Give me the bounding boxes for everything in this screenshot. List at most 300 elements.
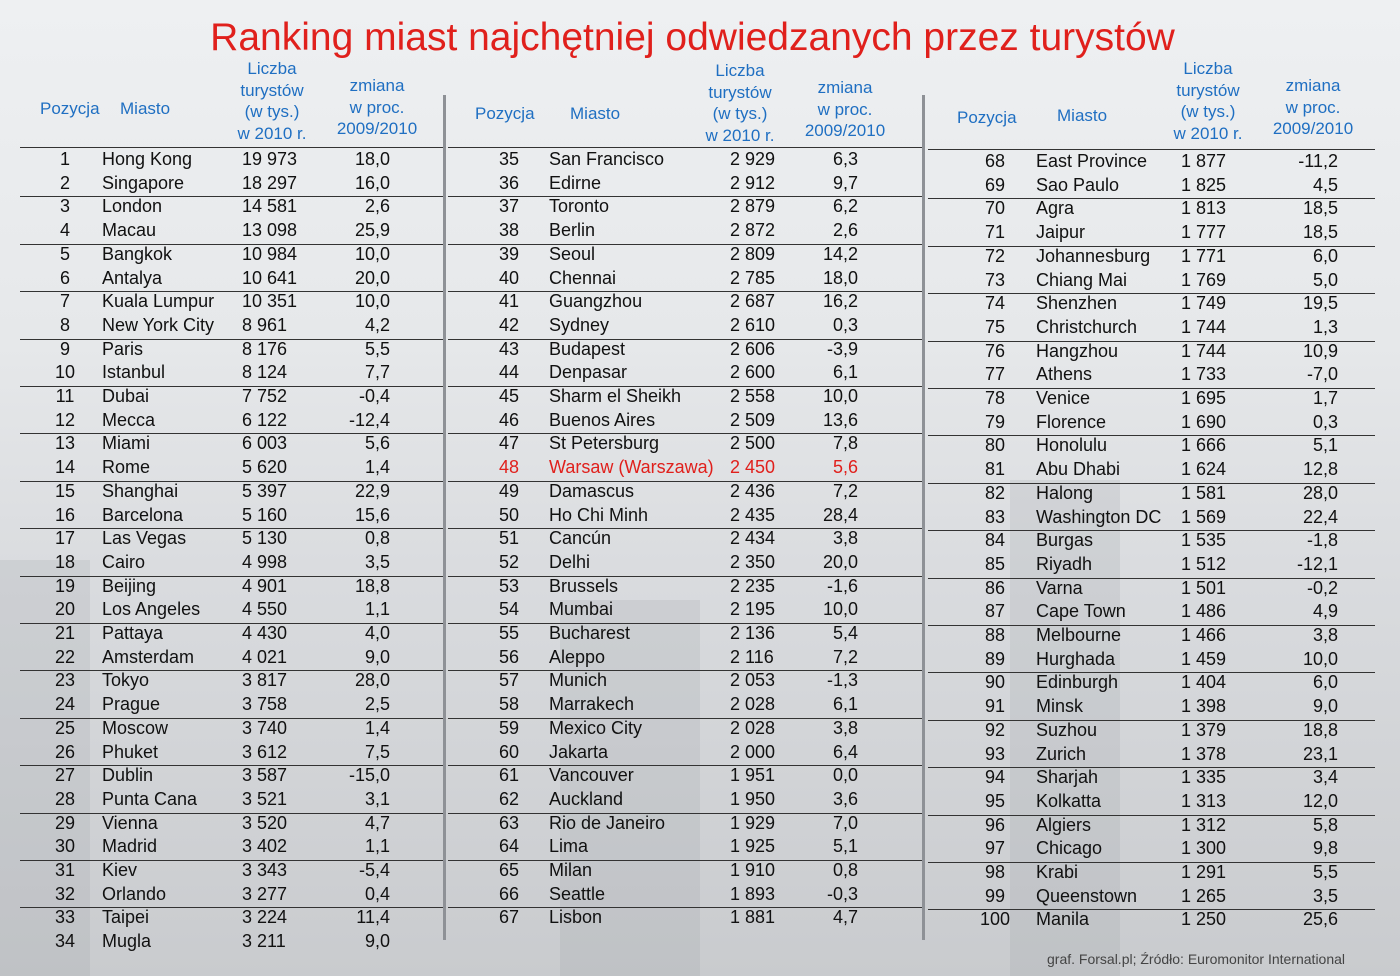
- table-row: [0, 221, 1400, 244]
- table-row: [0, 197, 1400, 220]
- table-row: [0, 814, 1400, 837]
- row-change: 5,5: [1312, 862, 1338, 882]
- header-change-line: w proc.: [817, 99, 873, 119]
- table-row: [0, 885, 1400, 908]
- row-position: 12: [54, 409, 76, 430]
- row-visitors: 1 695: [1181, 388, 1227, 408]
- row-position: 59: [498, 717, 520, 738]
- table-row: [0, 150, 1400, 173]
- header-change: [327, 75, 427, 140]
- table-row: [0, 458, 1400, 481]
- row-city: Munich: [549, 670, 608, 691]
- row-visitors: 2 879: [730, 196, 776, 217]
- row-city: Hong Kong: [102, 149, 193, 169]
- row-visitors: 2 450: [730, 457, 776, 478]
- row-city: Vienna: [102, 812, 158, 833]
- row-change: -0,2: [1306, 577, 1338, 598]
- table-row: [0, 577, 1400, 600]
- row-visitors: 1 459: [1181, 648, 1227, 669]
- row-city: Hurghada: [1036, 648, 1116, 669]
- header-visitors-line: Liczba: [715, 61, 765, 80]
- row-change: -15,0: [348, 765, 390, 786]
- row-city: Sharm el Sheikh: [549, 386, 682, 406]
- row-visitors: 1 312: [1181, 814, 1227, 835]
- table-row: [0, 719, 1400, 742]
- row-city: Kolkatta: [1036, 790, 1102, 811]
- row-city: London: [102, 196, 163, 217]
- row-position: 61: [498, 765, 520, 786]
- row-visitors: 2 610: [730, 314, 776, 335]
- row-position: 44: [498, 362, 520, 383]
- row-visitors: 2 912: [730, 172, 776, 193]
- row-visitors: 2 929: [730, 149, 776, 169]
- table-row: [0, 600, 1400, 623]
- row-position: 99: [984, 885, 1006, 906]
- row-visitors: 2 350: [730, 551, 776, 572]
- row-position: 93: [984, 743, 1006, 764]
- row-position: 54: [498, 599, 520, 620]
- row-position: 78: [984, 388, 1006, 408]
- header-change: [795, 77, 895, 142]
- header-visitors: [227, 58, 317, 144]
- row-change: 18,5: [1302, 198, 1338, 219]
- row-position: 56: [498, 646, 520, 667]
- row-change: 5,4: [832, 623, 858, 643]
- row-change: 23,1: [1302, 743, 1338, 764]
- row-city: Agra: [1036, 198, 1075, 219]
- row-position: 19: [54, 575, 76, 596]
- row-position: 10: [54, 362, 76, 383]
- header-visitors-line: w 2010 r.: [705, 125, 775, 145]
- table-row: [0, 790, 1400, 813]
- row-city: New York City: [102, 314, 215, 335]
- row-position: 5: [59, 243, 70, 264]
- row-change: -0,4: [358, 386, 390, 406]
- row-position: 69: [984, 174, 1006, 195]
- header-visitors-line: (w tys.): [712, 104, 768, 123]
- row-visitors: 1 398: [1181, 696, 1227, 717]
- row-visitors: 1 777: [1181, 222, 1227, 243]
- row-city: Berlin: [549, 220, 596, 241]
- row-city: Marrakech: [549, 694, 635, 715]
- row-change: 0,4: [364, 883, 390, 904]
- row-visitors: 5 130: [242, 528, 288, 549]
- row-change: 18,8: [354, 575, 390, 596]
- row-position: 65: [498, 860, 520, 880]
- row-change: 2,6: [832, 220, 858, 241]
- row-visitors: 1 404: [1181, 672, 1227, 693]
- row-change: 1,1: [364, 599, 390, 620]
- row-city: Jaipur: [1036, 222, 1086, 243]
- row-change: -12,4: [348, 409, 390, 430]
- row-city: Denpasar: [549, 362, 628, 383]
- row-change: 0,3: [832, 314, 858, 335]
- row-position: 74: [984, 293, 1006, 314]
- header-position: Pozycja: [40, 99, 100, 118]
- row-change: 18,8: [1302, 719, 1338, 740]
- row-position: 16: [54, 504, 76, 525]
- row-position: 37: [498, 196, 520, 217]
- row-position: 29: [54, 812, 76, 833]
- row-change: 6,2: [832, 196, 858, 217]
- row-position: 14: [54, 457, 76, 478]
- row-position: 92: [984, 719, 1006, 740]
- row-city: Moscow: [102, 717, 169, 738]
- header-change-line: w proc.: [1285, 97, 1341, 117]
- row-visitors: 1 291: [1181, 862, 1227, 882]
- header-city: Miasto: [1057, 106, 1108, 125]
- table-row: [0, 837, 1400, 860]
- row-position: 41: [498, 291, 520, 312]
- row-position: 98: [984, 862, 1006, 882]
- row-city: Buenos Aires: [549, 409, 656, 430]
- row-city: Burgas: [1036, 530, 1094, 551]
- row-visitors: 6 003: [242, 433, 288, 454]
- table-row: [0, 908, 1400, 931]
- row-change: 18,5: [1302, 222, 1338, 243]
- row-position: 21: [54, 623, 76, 643]
- row-visitors: 1 877: [1181, 151, 1227, 171]
- row-change: -0,3: [826, 883, 858, 904]
- row-change: 6,1: [832, 694, 858, 715]
- row-city: Vancouver: [549, 765, 634, 786]
- row-city: Jakarta: [549, 741, 609, 762]
- row-visitors: 2 435: [730, 504, 776, 525]
- row-visitors: 3 612: [242, 741, 288, 762]
- header-visitors-line: Liczba: [247, 59, 297, 78]
- table-row: [0, 363, 1400, 386]
- row-visitors: 3 224: [242, 907, 288, 928]
- row-city: Riyadh: [1036, 553, 1093, 574]
- row-visitors: 3 817: [242, 670, 288, 691]
- header-position: Pozycja: [957, 108, 1017, 127]
- row-city: Kuala Lumpur: [102, 291, 215, 312]
- row-position: 52: [498, 551, 520, 572]
- table-row: [0, 245, 1400, 268]
- row-city: Sharjah: [1036, 767, 1099, 788]
- header-change-line: 2009/2010: [804, 121, 886, 140]
- row-change: 10,0: [822, 599, 858, 620]
- row-visitors: 14 581: [242, 196, 298, 217]
- row-visitors: 6 122: [242, 409, 288, 430]
- row-visitors: 5 160: [242, 504, 288, 525]
- row-visitors: 1 690: [1181, 411, 1227, 432]
- row-visitors: 1 825: [1181, 174, 1227, 195]
- row-change: 5,5: [364, 338, 390, 359]
- row-position: 23: [54, 670, 76, 691]
- row-visitors: 13 098: [242, 220, 298, 241]
- row-city: Cancún: [549, 528, 612, 549]
- row-city: Istanbul: [102, 362, 166, 383]
- table-row: [0, 316, 1400, 339]
- row-visitors: 10 351: [242, 291, 298, 312]
- table-row: [0, 743, 1400, 766]
- row-change: 3,8: [1312, 625, 1338, 645]
- row-position: 88: [984, 625, 1006, 645]
- row-visitors: 1 733: [1181, 364, 1227, 385]
- row-city: Damascus: [549, 480, 635, 501]
- row-change: 6,0: [1312, 245, 1338, 266]
- row-city: Madrid: [102, 836, 158, 857]
- row-city: St Petersburg: [549, 433, 660, 454]
- row-city: Lisbon: [549, 907, 603, 928]
- row-change: 1,4: [364, 457, 390, 478]
- row-visitors: 3 520: [242, 812, 288, 833]
- table-row: [0, 624, 1400, 647]
- row-position: 30: [54, 836, 76, 857]
- row-city: Manila: [1036, 909, 1090, 930]
- row-city: Aleppo: [549, 646, 606, 667]
- table-row: [0, 766, 1400, 789]
- row-visitors: 1 581: [1181, 482, 1227, 503]
- row-visitors: 7 752: [242, 386, 288, 406]
- row-position: 43: [498, 338, 520, 359]
- row-position: 80: [984, 435, 1006, 456]
- row-change: 20,0: [822, 551, 858, 572]
- row-change: 5,1: [1312, 435, 1338, 456]
- row-position: 8: [59, 314, 70, 335]
- row-change: 10,0: [822, 386, 858, 406]
- row-change: 15,6: [354, 504, 390, 525]
- row-position: 51: [498, 528, 520, 549]
- row-change: -12,1: [1296, 553, 1338, 574]
- header-visitors-line: turystów: [708, 82, 772, 102]
- row-position: 36: [498, 172, 520, 193]
- page-title: Ranking miast najchętniej odwiedzanych przez turystów: [210, 16, 1175, 59]
- row-visitors: 18 297: [242, 172, 298, 193]
- row-visitors: 4 901: [242, 575, 288, 596]
- row-change: 25,9: [354, 220, 390, 241]
- row-city: Abu Dhabi: [1036, 459, 1121, 480]
- row-visitors: 3 343: [242, 860, 288, 880]
- row-change: 9,7: [832, 172, 858, 193]
- row-visitors: 3 758: [242, 694, 288, 715]
- row-visitors: 4 998: [242, 551, 288, 572]
- row-position: 62: [498, 788, 520, 809]
- row-change: 2,6: [364, 196, 390, 217]
- row-position: 71: [984, 222, 1006, 243]
- row-visitors: 1 569: [1181, 506, 1227, 527]
- row-change: 13,6: [822, 409, 858, 430]
- table-row: [0, 411, 1400, 434]
- row-city: Christchurch: [1036, 316, 1138, 337]
- row-city: Mexico City: [549, 717, 643, 738]
- row-position: 66: [498, 883, 520, 904]
- row-change: 22,9: [354, 480, 390, 501]
- row-position: 39: [498, 243, 520, 264]
- row-change: 5,8: [1312, 814, 1338, 835]
- row-change: 0,8: [832, 860, 858, 880]
- row-position: 89: [984, 648, 1006, 669]
- row-city: Pattaya: [102, 623, 164, 643]
- header-position: Pozycja: [475, 104, 535, 123]
- row-position: 26: [54, 741, 76, 762]
- row-visitors: 10 984: [242, 243, 298, 264]
- row-change: 14,2: [822, 243, 858, 264]
- row-position: 22: [54, 646, 76, 667]
- row-city: Budapest: [549, 338, 626, 359]
- row-change: 3,5: [1312, 885, 1338, 906]
- row-position: 2: [59, 172, 70, 193]
- row-visitors: 5 397: [242, 480, 288, 501]
- header-visitors: [1163, 58, 1253, 144]
- row-city: Toronto: [549, 196, 610, 217]
- row-city: Punta Cana: [102, 788, 198, 809]
- row-city: Mecca: [102, 409, 156, 430]
- row-visitors: 1 925: [730, 836, 776, 857]
- row-change: 3,1: [364, 788, 390, 809]
- row-visitors: 1 378: [1181, 743, 1227, 764]
- row-position: 86: [984, 577, 1006, 598]
- row-city: Las Vegas: [102, 528, 187, 549]
- row-change: 10,0: [354, 291, 390, 312]
- row-change: 18,0: [354, 149, 390, 169]
- row-change: 9,0: [1312, 696, 1338, 717]
- row-position: 91: [984, 696, 1006, 717]
- row-city: Miami: [102, 433, 150, 454]
- row-position: 17: [54, 528, 76, 549]
- header-change-line: 2009/2010: [336, 119, 418, 138]
- table-row: [0, 695, 1400, 718]
- row-visitors: 1 486: [1181, 601, 1227, 622]
- row-city: Auckland: [549, 788, 624, 809]
- row-position: 25: [54, 717, 76, 738]
- row-visitors: 1 250: [1181, 909, 1227, 930]
- row-visitors: 2 053: [730, 670, 776, 691]
- row-city: Brussels: [549, 575, 619, 596]
- row-change: 0,8: [364, 528, 390, 549]
- row-visitors: 2 434: [730, 528, 776, 549]
- row-change: 6,3: [832, 149, 858, 169]
- row-visitors: 2 136: [730, 623, 776, 643]
- row-city: Guangzhou: [549, 291, 643, 312]
- row-city: Amsterdam: [102, 646, 195, 667]
- row-city: Melbourne: [1036, 625, 1122, 645]
- row-position: 63: [498, 812, 520, 833]
- row-city: Chennai: [549, 267, 617, 288]
- row-position: 83: [984, 506, 1006, 527]
- row-city: Beijing: [102, 575, 157, 596]
- row-position: 90: [984, 672, 1006, 693]
- table-row: [0, 387, 1400, 410]
- row-city: Cairo: [102, 551, 146, 572]
- row-city: Chicago: [1036, 838, 1103, 859]
- table-row: [0, 434, 1400, 457]
- row-city: Varna: [1036, 577, 1083, 598]
- row-position: 3: [59, 196, 70, 217]
- row-change: -1,8: [1306, 530, 1338, 551]
- row-visitors: 4 021: [242, 646, 288, 667]
- row-change: 3,4: [1312, 767, 1338, 788]
- row-visitors: 1 379: [1181, 719, 1227, 740]
- row-visitors: 2 028: [730, 694, 776, 715]
- row-position: 24: [54, 694, 76, 715]
- row-change: 0,3: [1312, 411, 1338, 432]
- row-change: 10,9: [1302, 340, 1338, 361]
- row-change: 7,7: [364, 362, 390, 383]
- row-visitors: 2 235: [730, 575, 776, 596]
- row-city: Antalya: [102, 267, 163, 288]
- row-city: Barcelona: [102, 504, 184, 525]
- row-visitors: 1 744: [1181, 316, 1227, 337]
- row-city: Halong: [1036, 482, 1094, 503]
- row-position: 9: [59, 338, 70, 359]
- row-visitors: 1 910: [730, 860, 776, 880]
- row-city: Paris: [102, 338, 144, 359]
- row-position: 77: [984, 364, 1006, 385]
- row-visitors: 2 116: [730, 646, 774, 667]
- row-position: 55: [498, 623, 520, 643]
- row-change: 11,4: [356, 907, 390, 928]
- row-visitors: 2 436: [730, 480, 776, 501]
- row-change: 9,0: [364, 931, 390, 952]
- row-position: 79: [984, 411, 1006, 432]
- table-row: [0, 553, 1400, 576]
- row-change: 12,0: [1302, 790, 1338, 811]
- row-change: 6,4: [832, 741, 858, 762]
- row-city: Shenzhen: [1036, 293, 1118, 314]
- row-city: Cape Town: [1036, 601, 1126, 622]
- header-change-line: 2009/2010: [1272, 119, 1354, 138]
- row-change: 1,7: [1312, 388, 1338, 408]
- row-change: 6,0: [1312, 672, 1338, 693]
- row-change: 28,0: [354, 670, 390, 691]
- row-position: 4: [59, 220, 70, 241]
- row-city: Seattle: [549, 883, 606, 904]
- row-change: 3,8: [832, 528, 858, 549]
- row-position: 73: [984, 269, 1006, 290]
- row-position: 67: [498, 907, 520, 928]
- row-visitors: 1 313: [1181, 790, 1227, 811]
- row-visitors: 2 687: [730, 291, 776, 312]
- row-visitors: 1 624: [1181, 459, 1227, 480]
- row-visitors: 1 929: [730, 812, 776, 833]
- header-change-line: zmiana: [817, 78, 873, 97]
- row-position: 60: [498, 741, 520, 762]
- row-position: 40: [498, 267, 520, 288]
- row-position: 42: [498, 314, 520, 335]
- source-note: graf. Forsal.pl; Źródło: Euromonitor International: [1047, 951, 1346, 967]
- row-change: 18,0: [822, 267, 858, 288]
- row-position: 48: [498, 457, 520, 478]
- row-city: Taipei: [102, 907, 150, 928]
- row-visitors: 2 000: [730, 741, 776, 762]
- header-change-line: zmiana: [349, 76, 405, 95]
- row-position: 76: [984, 340, 1006, 361]
- row-visitors: 3 740: [242, 717, 288, 738]
- row-change: 10,0: [1302, 648, 1338, 669]
- row-position: 84: [984, 530, 1006, 551]
- row-visitors: 1 813: [1181, 198, 1227, 219]
- header-visitors-line: w 2010 r.: [1173, 123, 1243, 143]
- row-change: 22,4: [1302, 506, 1338, 527]
- row-change: 5,6: [364, 433, 390, 454]
- row-position: 49: [498, 480, 520, 501]
- row-visitors: 1 893: [730, 883, 776, 904]
- row-change: 16,2: [822, 291, 858, 312]
- row-visitors: 2 872: [730, 220, 776, 241]
- row-city: Chiang Mai: [1036, 269, 1128, 290]
- row-change: 5,1: [832, 836, 858, 857]
- row-position: 57: [498, 670, 520, 691]
- row-change: 5,6: [832, 457, 858, 478]
- row-position: 11: [55, 386, 75, 406]
- row-change: 7,0: [832, 812, 858, 833]
- header-visitors: [695, 60, 785, 146]
- row-city: Bangkok: [102, 243, 173, 264]
- row-city: Sao Paulo: [1036, 174, 1120, 195]
- row-position: 95: [984, 790, 1006, 811]
